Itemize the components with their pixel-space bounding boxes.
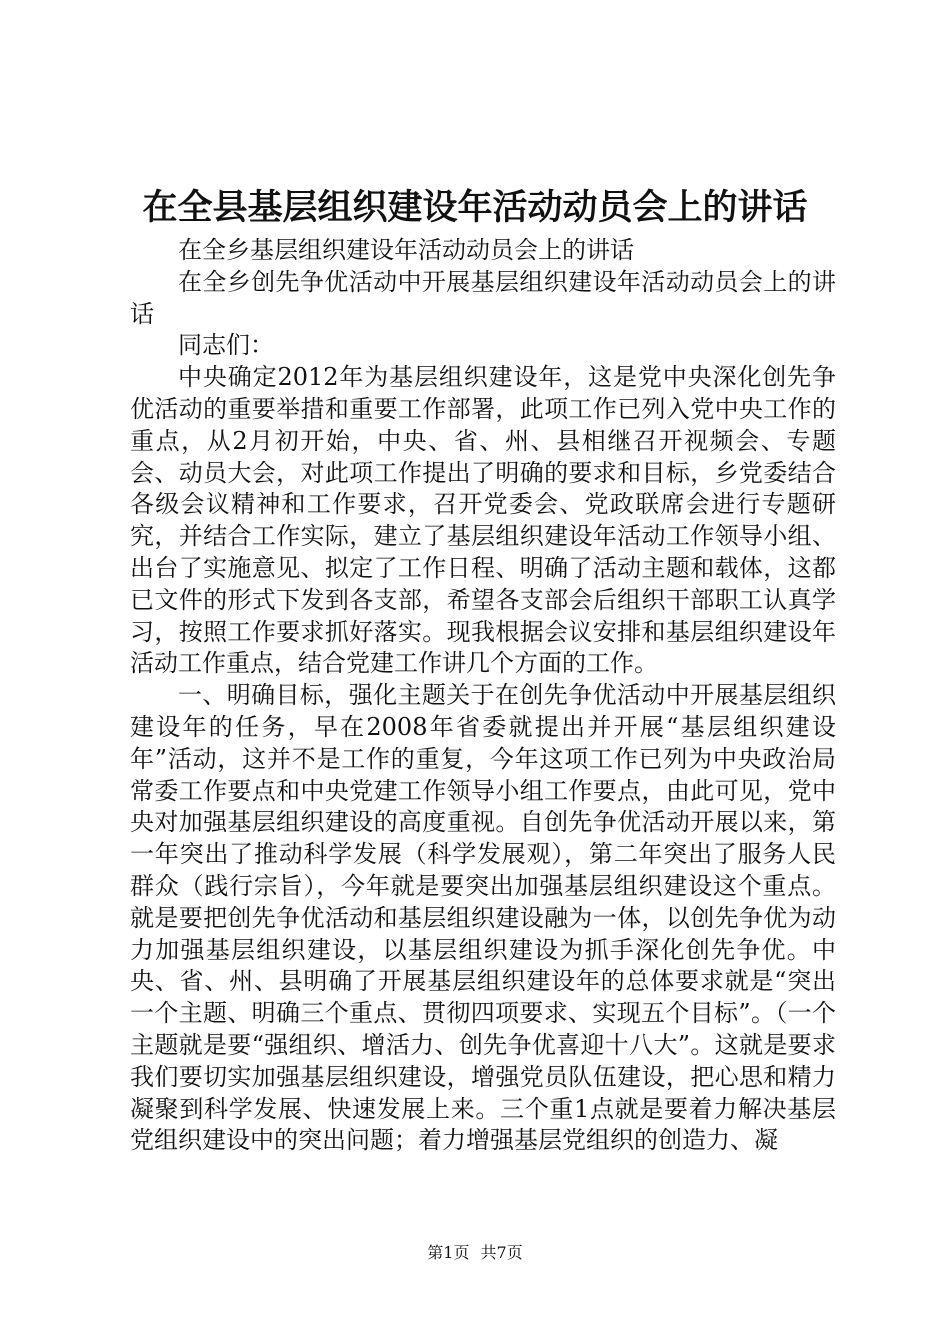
document-body xyxy=(130,235,836,1157)
document-title: 在全县基层组织建设年活动动员会上的讲话 xyxy=(142,187,808,228)
paragraph-section-one: 一、明确目标，强化主题关于在创先争优活动中开展基层组织建设年的任务，早在2008年省委就提出并开展“基层组织建设年”活动，这并不是工作的重复，今年这项工作已列为中央政治局常委工作要点和中央党建工作领导小组工作要点，由此可见，党中央对加强基层组织建设的高度重视。自创先争优活动开展以来，第一年突出了推动科学发展（科学发展观），第二年突出了服务人民群众（践行宗旨），今年就是要突出加强基层组织建设这个重点。就是要把创先争优活动和基层组织建设融为一体，以创先争优为动力加强基层组织建设，以基层组织建设为抓手深化创先争优。中央、省、州、县明确了开展基层组织建设年的总体要求就是“突出一个主题、明确三个重点、贯彻四项要求、实现五个目标”。（一个主题就是要“强组织、增活力、创先争优喜迎十八大”。这就是要求我们要切实加强基层组织建设，增强党员队伍建设，把心思和精力凝聚到科学发展、快速发展上来。三个重1点就是要着力解决基层党组织建设中的突出问题；着力增强基层党组织的创造力、凝 xyxy=(130,681,836,1155)
paragraph-subtitle: 在全乡基层组织建设年活动动员会上的讲话 xyxy=(178,236,634,264)
paragraph-salutation: 同志们： xyxy=(178,331,274,360)
paragraph-intro: 中央确定2012年为基层组织建设年，这是党中央深化创先争优活动的重要举措和重要工作部署，此项工作已列入党中央工作的重点，从2月初开始，中央、省、州、县相继召开视频会、专题会、动员大会，对此项工作提出了明确的要求和目标，乡党委结合各级会议精神和工作要求，召开党委会、党政联席会进行专题研究，并结合工作实际，建立了基层组织建设年活动工作领导小组、出台了实施意见、拟定了工作日程、明确了活动主题和载体，这都已文件的形式下发到各支部，希望各支部会后组织干部职工认真学习，按照工作要求抓好落实。现我根据会议安排和基层组织建设年活动工作重点，结合党建工作讲几个方面的工作。 xyxy=(130,363,836,678)
page-footer xyxy=(0,1242,950,1264)
paragraph-full-title: 在全乡创先争优活动中开展基层组织建设年活动动员会上的讲话 xyxy=(130,267,836,328)
page-total: 共7页 xyxy=(480,1243,523,1262)
page-number: 第1页 xyxy=(427,1243,470,1262)
